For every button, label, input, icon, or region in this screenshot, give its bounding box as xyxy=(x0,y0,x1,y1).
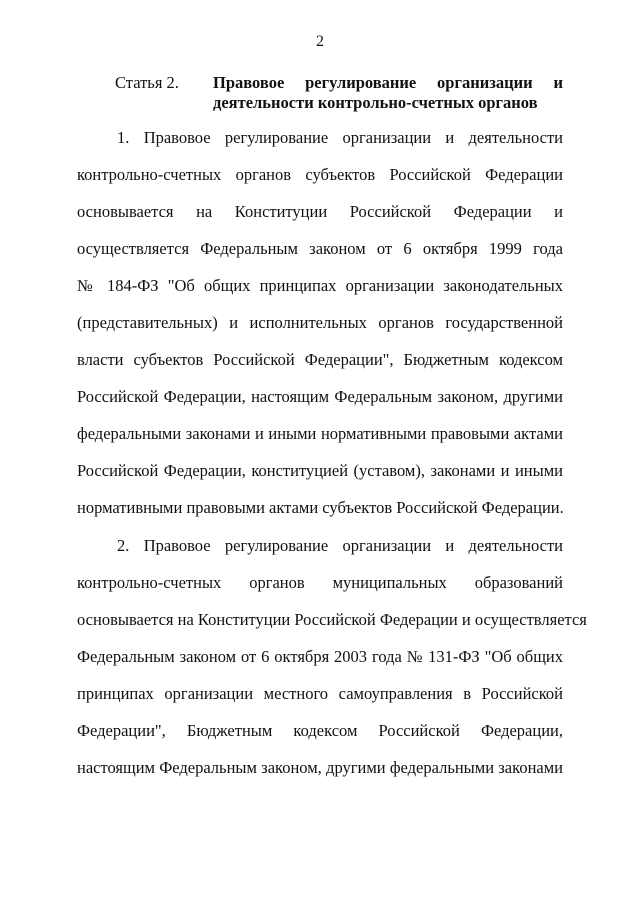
paragraph-line: основывается на Конституции Российской Федерации и осуществляется xyxy=(77,610,587,629)
article-title-line-1: Правовое регулирование организации и xyxy=(213,73,563,92)
paragraph-line: (представительных) и исполнительных органов государственной xyxy=(77,313,563,332)
paragraph-line: № 184-ФЗ "Об общих принципах организации законодательных xyxy=(77,276,563,295)
paragraph-2 xyxy=(77,536,587,795)
paragraph-line: 1. Правовое регулирование организации и деятельности xyxy=(117,128,563,147)
paragraph-line: принципах организации местного самоуправления в Российской xyxy=(77,684,563,703)
paragraph-line: основывается на Конституции Российской Федерации и xyxy=(77,202,563,221)
paragraph-line: осуществляется Федеральным законом от 6 октября 1999 года xyxy=(77,239,563,258)
paragraph-line: Федеральным законом от 6 октября 2003 года № 131-ФЗ "Об общих xyxy=(77,647,563,666)
paragraph-line: Российской Федерации, конституцией (уставом), законами и иными xyxy=(77,461,563,480)
article-title-line-2: деятельности контрольно-счетных органов xyxy=(213,93,538,112)
paragraph-line: федеральными законами и иными нормативными правовыми актами xyxy=(77,424,563,443)
paragraph-1 xyxy=(77,128,563,535)
article-label: Статья 2. xyxy=(115,73,179,92)
paragraph-line: Российской Федерации, настоящим Федеральным законом, другими xyxy=(77,387,563,406)
page-number: 2 xyxy=(316,33,324,50)
paragraph-line: 2. Правовое регулирование организации и деятельности xyxy=(117,536,563,555)
paragraph-line: контрольно-счетных органов муниципальных образований xyxy=(77,573,563,592)
paragraph-line: Федерации", Бюджетным кодексом Российской Федерации, xyxy=(77,721,563,740)
paragraph-line: настоящим Федеральным законом, другими федеральными законами xyxy=(77,758,563,777)
article-title xyxy=(213,73,563,113)
paragraph-line: нормативными правовыми актами субъектов Российской Федерации. xyxy=(77,498,564,517)
paragraph-line: власти субъектов Российской Федерации", Бюджетным кодексом xyxy=(77,350,563,369)
paragraph-line: контрольно-счетных органов субъектов Российской Федерации xyxy=(77,165,563,184)
